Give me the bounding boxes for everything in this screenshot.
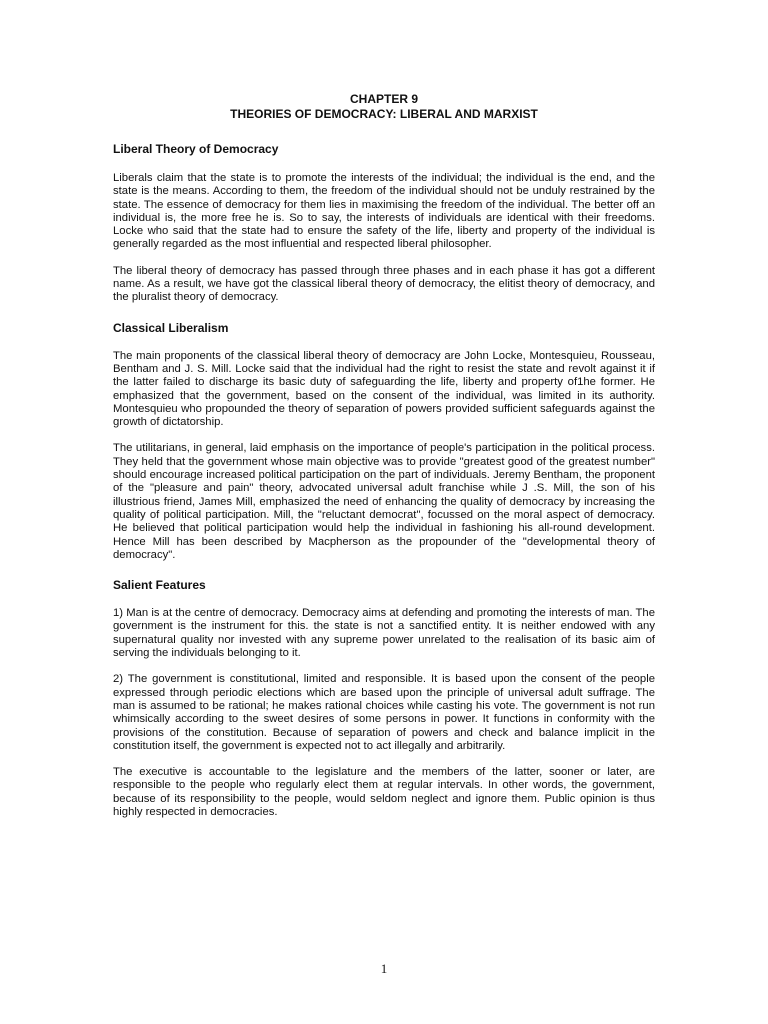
paragraph: 2) The government is constitutional, limited and responsible. It is based upon the consent of the people expressed through periodic elections which are based upon the principle of universal adult suffrage. The man is assumed to be rational; he makes rational choices while casting his vote. The government is not run whimsically according to the sweet desires of some persons in power. It functions in conformity with the provisions of the constitution. Because of separation of powers and check and balance implicit in the constitution itself, the government is expected not to act illegally and arbitrarily. [113,673,655,752]
section-heading-classical-liberalism: Classical Liberalism [113,320,229,335]
section-heading-liberal-theory: Liberal Theory of Democracy [113,142,279,156]
document-page [113,92,655,819]
paragraph: The utilitarians, in general, laid emphasis on the importance of people's participation in the political process. They held that the government whose main objective was to provide "greatest good of the greatest number" should encourage increased political participation on the part of individuals. Jeremy Bentham, the proponent of the "pleasure and pain" theory, advocated universal adult franchise while J .S. Mill, the son of his illustrious friend, James Mill, emphasized the need of enhancing the quality of democracy by increasing the quality of political participation. Mill, the "reluctant democrat", focussed on the moral aspect of democracy. He believed that political participation would help the individual in fashioning his all-round development. Hence Mill has been described by Macpherson as the propounder of the "developmental theory of democracy". [113,442,655,561]
paragraph: The liberal theory of democracy has passed through three phases and in each phase it has got a different name. As a result, we have got the classical liberal theory of democracy, the elitist theory of democracy, and the pluralist theory of democracy. [113,264,655,304]
page-number: 1 [380,961,388,976]
paragraph: Liberals claim that the state is to promote the interests of the individual; the individual is the end, and the state is the means. According to them, the freedom of the individual should not be unduly restrained by the state. The essence of democracy for them lies in maximising the freedom of the individual. The better off an individual is, the more free he is. So to say, the interests of individuals are identical with their freedoms. Locke who said that the state had to ensure the safety of the life, liberty and property of the individual is generally regarded as the most influential and respected liberal philosopher. [113,172,655,251]
chapter-number: CHAPTER 9 [349,92,418,106]
chapter-header [113,92,655,122]
paragraph: The executive is accountable to the legislature and the members of the latter, sooner or later, are responsible to the people who regularly elect them at regular intervals. In other words, the government, because of its responsibility to the people, would seldom neglect and ignore them. Public opinion is thus highly respected in democracies. [113,766,655,818]
paragraph: 1) Man is at the centre of democracy. Democracy aims at defending and promoting the interests of man. The government is the instrument for this. the state is not a sanctified entity. It is neither endowed with any supernatural quality nor invested with any supreme power unrelated to the realisation of its basic aim of serving the individuals belonging to it. [113,607,655,660]
chapter-title: THEORIES OF DEMOCRACY: LIBERAL AND MARXIST [230,107,538,121]
section-heading-salient-features: Salient Features [113,578,206,593]
paragraph: The main proponents of the classical liberal theory of democracy are John Locke, Montesquieu, Rousseau, Bentham and J. S. Mill. Locke said that the individual had the right to resist the state and revolt against it if the latter failed to discharge its basic duty of safeguarding the life, liberty and property of1he former. He emphasized that the government, based on the consent of the individual, was limited in its authority. Montesquieu who propounded the theory of separation of powers provided sufficient safeguards against the growth of dictatorship. [113,349,655,429]
